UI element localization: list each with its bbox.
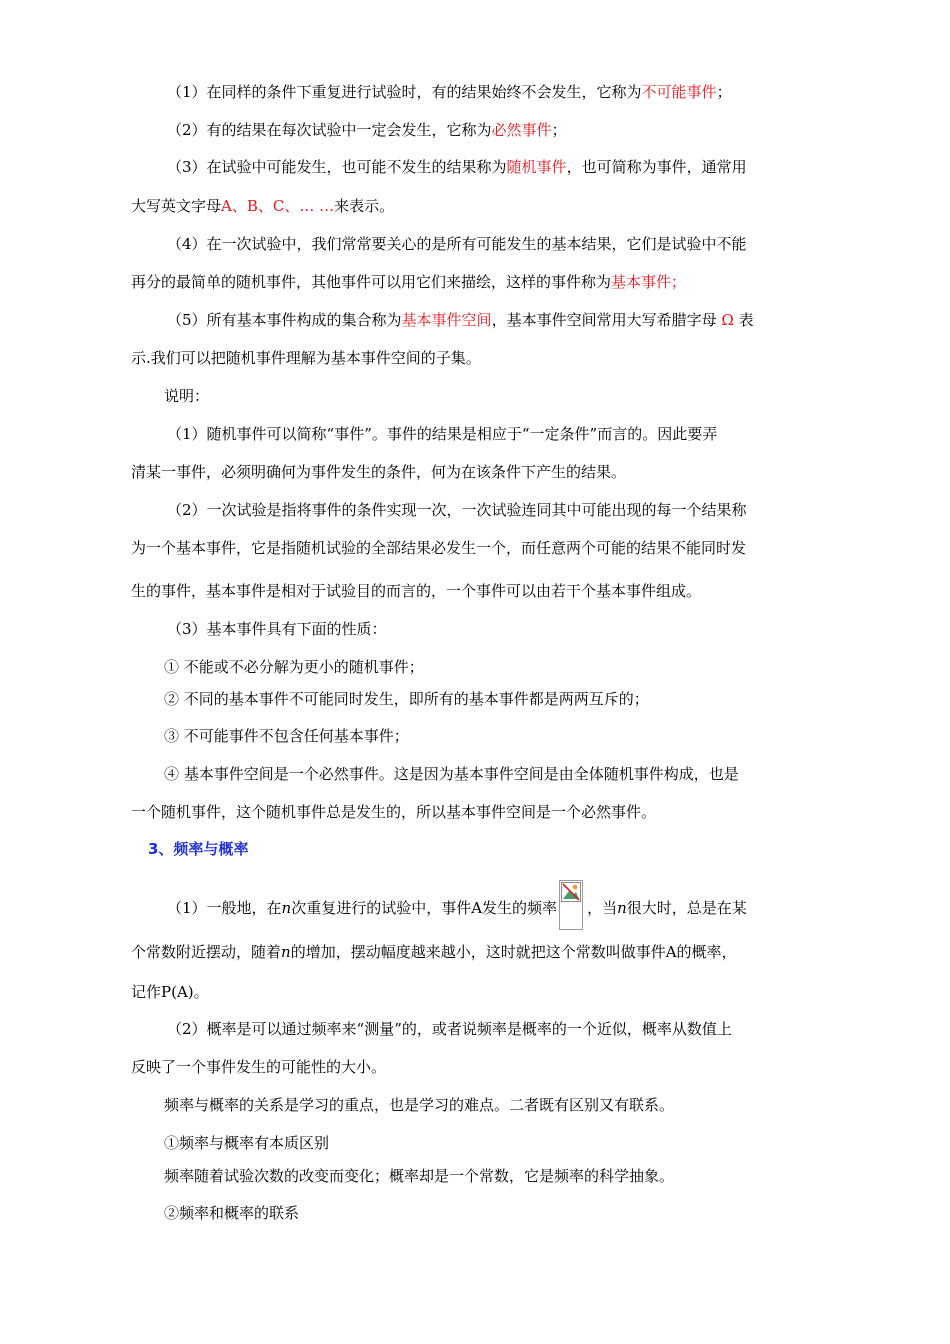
note-3-line-1: （3）基本事件具有下面的性质： xyxy=(167,620,387,638)
omega-symbol: Ω xyxy=(721,311,734,329)
text: 大写英文字母 xyxy=(131,197,222,215)
property-3: ③ 不可能事件不包含任何基本事件； xyxy=(164,727,409,745)
item-1 xyxy=(167,81,732,103)
var-n: n xyxy=(281,943,291,961)
text: （1）在同样的条件下重复进行试验时，有的结果始终不会发生，它称为 xyxy=(167,83,642,101)
note-2-line-1: （2）一次试验是指将事件的条件实现一次，一次试验连同其中可能出现的每一个结果称 xyxy=(167,501,747,519)
item-3-line-1 xyxy=(167,156,747,178)
note-1-line-2: 清某一事件，必须明确何为事件发生的条件，何为在该条件下产生的结果。 xyxy=(131,463,627,481)
difference-text: 频率随着试验次数的改变而变化；概率却是一个常数，它是频率的科学抽象。 xyxy=(164,1167,675,1185)
note-1-line-1: （1）随机事件可以简称“事件”。事件的结果是相应于“一定条件”而言的。因此要弄 xyxy=(167,425,718,443)
freq-para-line-2 xyxy=(131,941,737,963)
property-2: ② 不同的基本事件不可能同时发生，即所有的基本事件都是两两互斥的； xyxy=(164,690,649,708)
term-sample-space: 基本事件空间 xyxy=(401,311,492,329)
section-3-heading: 3、频率与概率 xyxy=(148,840,249,858)
text: ； xyxy=(551,121,567,139)
text: （2）有的结果在每次试验中一定会发生，它称为 xyxy=(167,121,492,139)
text: ； xyxy=(716,83,732,101)
var-n: n xyxy=(281,899,292,917)
letters-abc: A、B、C、… … xyxy=(221,197,335,215)
note-2-line-3: 生的事件，基本事件是相对于试验目的而言的，一个事件可以由若干个基本事件组成。 xyxy=(131,582,702,600)
text: 个常数附近摆动，随着 xyxy=(131,943,282,961)
item-4-line-1: （4）在一次试验中，我们常常要关心的是所有可能发生的基本结果，它们是试验中不能 xyxy=(167,235,747,253)
note-label: 说明： xyxy=(164,387,210,405)
term-basic-event: 基本事件； xyxy=(611,273,687,291)
item-2 xyxy=(167,119,567,141)
property-4-line-1: ④ 基本事件空间是一个必然事件。这是因为基本事件空间是由全体随机事件构成，也是 xyxy=(164,765,739,783)
prob-para-line-1: （2）概率是可以通过频率来“测量”的，或者说频率是概率的一个近似，概率从数值上 xyxy=(167,1020,732,1038)
property-1: ① 不能或不必分解为更小的随机事件； xyxy=(164,658,424,676)
var-n: n xyxy=(617,899,627,917)
text: （3）在试验中可能发生，也可能不发生的结果称为 xyxy=(167,158,507,176)
freq-para-line-3: 记作P(A)。 xyxy=(131,983,209,1001)
text: ，也可简称为事件，通常用 xyxy=(566,158,747,176)
text: 很大时，总是在某 xyxy=(626,899,747,917)
property-4-line-2: 一个随机事件，这个随机事件总是发生的，所以基本事件空间是一个必然事件。 xyxy=(131,803,657,821)
text: 表 xyxy=(738,311,754,329)
item-4-line-2 xyxy=(131,271,686,293)
text: （5）所有基本事件构成的集合称为 xyxy=(167,311,402,329)
broken-image-icon xyxy=(559,880,583,930)
text: 的增加，摆动幅度越来越小，这时就把这个常数叫做事件A的概率， xyxy=(290,943,737,961)
text: 再分的最简单的随机事件，其他事件可以用它们来描绘，这样的事件称为 xyxy=(131,273,612,291)
term-certain-event: 必然事件 xyxy=(491,121,552,139)
text: 次重复进行的试验中，事件A发生的频率 xyxy=(291,899,558,917)
difference-heading: ①频率与概率有本质区别 xyxy=(164,1134,330,1152)
connection-heading: ②频率和概率的联系 xyxy=(164,1204,300,1222)
text: ，基本事件空间常用大写希腊字母 xyxy=(491,311,717,329)
freq-para-line-1 xyxy=(167,884,747,934)
note-2-line-2: 为一个基本事件，它是指随机试验的全部结果必发生一个，而任意两个可能的结果不能同时发 xyxy=(131,539,747,557)
item-5-line-1 xyxy=(167,309,754,331)
item-5-line-2: 示.我们可以把随机事件理解为基本事件空间的子集。 xyxy=(131,349,481,367)
relation-line: 频率与概率的关系是学习的重点，也是学习的难点。二者既有区别又有联系。 xyxy=(164,1096,675,1114)
term-random-event: 随机事件 xyxy=(506,158,567,176)
term-impossible-event: 不可能事件 xyxy=(641,83,717,101)
text: （1）一般地，在 xyxy=(167,899,282,917)
text: ，当 xyxy=(587,899,618,917)
prob-para-line-2: 反映了一个事件发生的可能性的大小。 xyxy=(131,1058,387,1076)
item-3-line-2 xyxy=(131,195,394,217)
text: 来表示。 xyxy=(334,197,395,215)
